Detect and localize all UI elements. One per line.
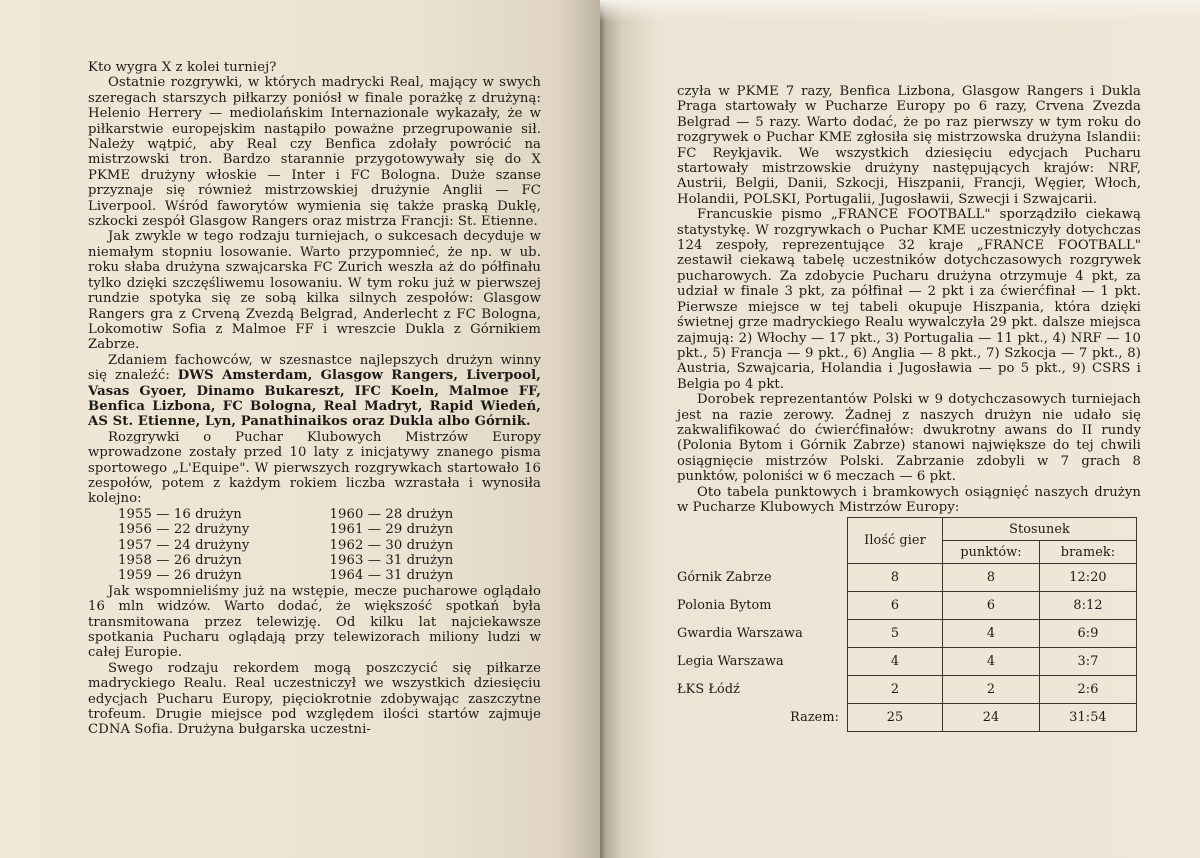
year-count: 1962 — 30 drużyn — [329, 537, 454, 553]
team-name: Gwardia Warszawa — [677, 626, 803, 642]
year-count: 1959 — 26 drużyn — [118, 568, 242, 584]
polish-teams-table-wrap — [677, 517, 1141, 732]
list-item — [118, 507, 541, 522]
list-item — [118, 568, 541, 583]
points-cell: 2 — [943, 676, 1040, 704]
year-count: 1956 — 22 drużyny — [118, 522, 250, 538]
polish-teams-table — [677, 517, 1137, 732]
table-row — [677, 592, 1137, 620]
total-goals: 31:54 — [1040, 704, 1137, 732]
games-cell: 4 — [848, 648, 943, 676]
paragraph: Francuskie pismo „FRANCE FOOTBALL" sporządziło ciekawą statystykę. W rozgrywkach o Puchar KME uczestniczyły dotychczas 124 zespoły, reprezentujące 32 kraje „FRANCE FOOTBALL" zestawił ciekawą tabelę uczestników dotychczasowych rozgrywek pucharowych. Za zdobycie Pucharu drużyna otrzymuje 4 pkt, za udział w finale 3 pkt, za półfinał — 2 pkt i za ćwierćfinał — 1 pkt. Pierwsze miejsce w tej tabeli okupuje Hiszpania, która dzięki świetnej grze madryckiego Realu wywalczyła 29 pkt. dalsze miejsca zajmują: 2) Włochy — 17 pkt., 3) Portugalia — 11 pkt., 4) NRF — 10 pkt., 5) Francja — 9 pkt., 6) Anglia — 8 pkt., 7) Szkocja — 7 pkt., 8) Austria, Szwajcaria, Holandia i Jugosławia — po 5 pkt., 9) CSRS i Belgia po 4 pkt. — [677, 207, 1141, 392]
games-cell: 2 — [848, 676, 943, 704]
year-count: 1963 — 31 drużyn — [329, 552, 454, 568]
section-question: Kto wygra X z kolei turniej? — [88, 60, 277, 75]
points-cell: 6 — [943, 592, 1040, 620]
paragraph: Dorobek reprezentantów Polski w 9 dotychczasowych turniejach jest na razie zerowy. Żadnej z naszych drużyn nie udało się zakwalifikować do ćwierćfinałów: dwukrotny awans do II rundy (Polonia Bytom i Górnik Zabrze) stanowi największe do tej chwili osiągnięcie mistrzów Polski. Zabrzanie zdobyli w 7 grach 8 punktów, poloniści w 6 meczach — 6 pkt. — [677, 392, 1141, 485]
year-count: 1957 — 24 drużyny — [118, 537, 250, 553]
table-row — [677, 620, 1137, 648]
team-name: Górnik Zabrze — [677, 570, 772, 586]
favorites-intro: Zdaniem fachowców, w szesnastce najlepszych drużyn winny się znaleźć: — [88, 352, 541, 384]
table-row — [677, 648, 1137, 676]
games-cell: 6 — [848, 592, 943, 620]
list-item — [118, 522, 541, 537]
year-count: 1964 — 31 drużyn — [329, 568, 454, 584]
paragraph: Swego rodzaju rekordem mogą poszczycić się piłkarze madryckiego Realu. Real uczestniczył we wszystkich dziesięciu edycjach Pucharu Europy, pięciokrotnie zdobywając zaszczytne trofeum. Drugie miejsce pod względem ilości startów zajmuje CDNA Sofia. Drużyna bułgarska uczestni- — [88, 660, 541, 738]
paragraph-favorites — [88, 353, 541, 430]
goals-cell: 3:7 — [1040, 648, 1137, 676]
team-name: ŁKS Łódź — [677, 682, 740, 698]
year-count: 1955 — 16 drużyn — [118, 506, 242, 522]
list-item — [118, 553, 541, 568]
games-cell: 5 — [848, 620, 943, 648]
list-item — [118, 538, 541, 553]
total-games: 25 — [848, 704, 943, 732]
goals-cell: 6:9 — [1040, 620, 1137, 648]
header-points: punktów: — [943, 541, 1040, 564]
team-name: Legia Warszawa — [677, 654, 784, 670]
header-games: Ilość gier — [848, 518, 943, 564]
table-row — [677, 676, 1137, 704]
teams-per-year-list — [118, 507, 541, 584]
left-text-column — [88, 60, 541, 738]
team-name: Polonia Bytom — [677, 598, 772, 614]
paragraph: czyła w PKME 7 razy, Benfica Lizbona, Glasgow Rangers i Dukla Praga startowały w Pucharze Europy po 6 razy, Crvena Zvezda Belgrad — 5 razy. Warto dodać, że po raz pierwszy w tym roku do rozgrywek o Puchar KME zgłosiła się mistrzowska drużyna Islandii: FC Reykjavik. We wszystkich dziesięciu edycjach Pucharu startowały mistrzowskie drużyny następujących krajów: NRF, Austrii, Belgii, Danii, Szkocji, Hiszpanii, Francji, Węgier, Włoch, Holandii, POLSKI, Portugalii, Jugosławii, Szwecji i Szwajcarii. — [677, 84, 1141, 207]
games-cell: 8 — [848, 564, 943, 592]
paragraph: Ostatnie rozgrywki, w których madrycki Real, mający w swych szeregach starszych piłkarzy poniósł w finale porażkę z drużyną: Helenio Herrery — mediolańskim Internazionale wykazały, że w piłkarstwie europejskim nastąpiło poważne przegrupowanie sił. Należy wątpić, aby Real czy Benfica zdołały powrócić na mistrzowski tron. Bardzo starannie przygotowywały się do X PKME drużyny włoskie — Inter i FC Bologna. Duże szanse przyznaje się również mistrzowskiej drużynie Anglii — FC Liverpool. Wśród faworytów wymienia się także praską Duklę, szkocki zespół Glasgow Rangers oraz mistrza Francji: St. Etienne. — [88, 75, 541, 230]
paragraph: Rozgrywki o Puchar Klubowych Mistrzów Europy wprowadzone zostały przed 10 laty z inicjatywy znanego pisma sportowego „L'Equipe". W pierwszych rozgrywkach startowało 16 zespołów, potem z każdym rokiem liczba wzrastała i wynosiła kolejno: — [88, 429, 541, 507]
right-text-column — [677, 84, 1141, 732]
goals-cell: 2:6 — [1040, 676, 1137, 704]
page-binding-shadow — [600, 0, 1200, 22]
paragraph: Jak zwykle w tego rodzaju turniejach, o sukcesach decyduje w niemałym stopniu losowanie. Warto przypomnieć, że np. w ub. roku słaba drużyna szwajcarska FC Zurich weszła aż do półfinału tylko dzięki szczęśliwemu losowaniu. W tym roku już w pierwszej rundzie spotyka się ze sobą kilka silnych zespołów: Glasgow Rangers gra z Crveną Zvezdą Belgrad, Anderlecht z FC Bologna, Lokomotiw Sofia z Malmoe FF i wreszcie Dukla z Górnikiem Zabrze. — [88, 229, 541, 353]
year-count: 1960 — 28 drużyn — [329, 506, 454, 522]
header-ratio: Stosunek — [943, 518, 1137, 541]
total-label: Razem: — [790, 710, 839, 726]
year-count: 1961 — 29 drużyn — [329, 522, 454, 538]
paragraph: Oto tabela punktowych i bramkowych osiągnięć naszych drużyn w Pucharze Klubowych Mistrzów Europy: — [677, 484, 1141, 515]
table-row — [677, 564, 1137, 592]
points-cell: 8 — [943, 564, 1040, 592]
year-count: 1958 — 26 drużyn — [118, 552, 242, 568]
points-cell: 4 — [943, 620, 1040, 648]
goals-cell: 12:20 — [1040, 564, 1137, 592]
points-cell: 4 — [943, 648, 1040, 676]
header-goals: bramek: — [1040, 541, 1137, 564]
goals-cell: 8:12 — [1040, 592, 1137, 620]
paragraph: Jak wspomnieliśmy już na wstępie, mecze pucharowe oglądało 16 mln widzów. Warto dodać, że większość spotkań była transmitowana przez telewizję. Od kilku lat najciekawsze spotkania Pucharu oglądają przy telewizorach miliony ludzi w całej Europie. — [88, 583, 541, 661]
favorites-teams: DWS Amsterdam, Glasgow Rangers, Liverpool, Vasas Gyoer, Dinamo Bukareszt, IFC Koeln, Malmoe FF, Benfica Lizbona, FC Bologna, Real Madryt, Rapid Wiedeń, AS St. Etienne, Lyn, Panathinaikos oraz Dukla albo Górnik. — [88, 368, 541, 430]
table-total-row — [677, 704, 1137, 732]
total-points: 24 — [943, 704, 1040, 732]
right-page — [600, 0, 1200, 858]
